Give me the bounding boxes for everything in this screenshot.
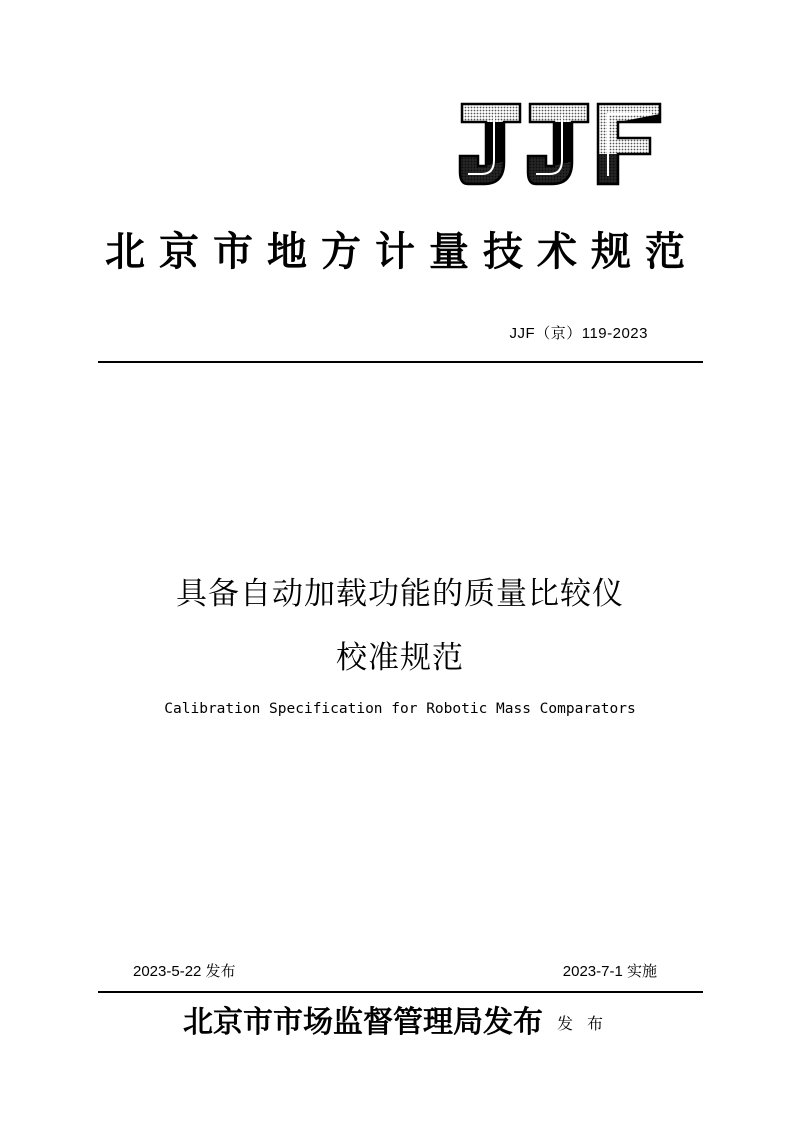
top-divider	[98, 361, 703, 363]
issuing-authority: 北京市市场监督管理局发布	[182, 1005, 543, 1040]
publish-label: 发布	[556, 1014, 617, 1033]
logo-letter-j1	[460, 104, 520, 184]
logo-letter-f	[598, 104, 660, 184]
issue-date: 2023-5-22 发布	[133, 963, 236, 980]
jjf-logo	[458, 100, 663, 190]
logo-letter-j2	[528, 104, 588, 184]
effective-date: 2023-7-1 实施	[562, 963, 657, 980]
document-category: 北京市地方计量技术规范	[105, 228, 699, 275]
title-line-2: 校准规范	[336, 640, 464, 676]
document-number: JJF（京）119-2023	[509, 325, 648, 342]
issuing-authority-line	[0, 1003, 800, 1043]
english-title: Calibration Specification for Robotic Mass Comparators	[164, 701, 636, 717]
title-line-1: 具备自动加载功能的质量比较仪	[176, 576, 624, 612]
bottom-divider	[98, 991, 703, 993]
